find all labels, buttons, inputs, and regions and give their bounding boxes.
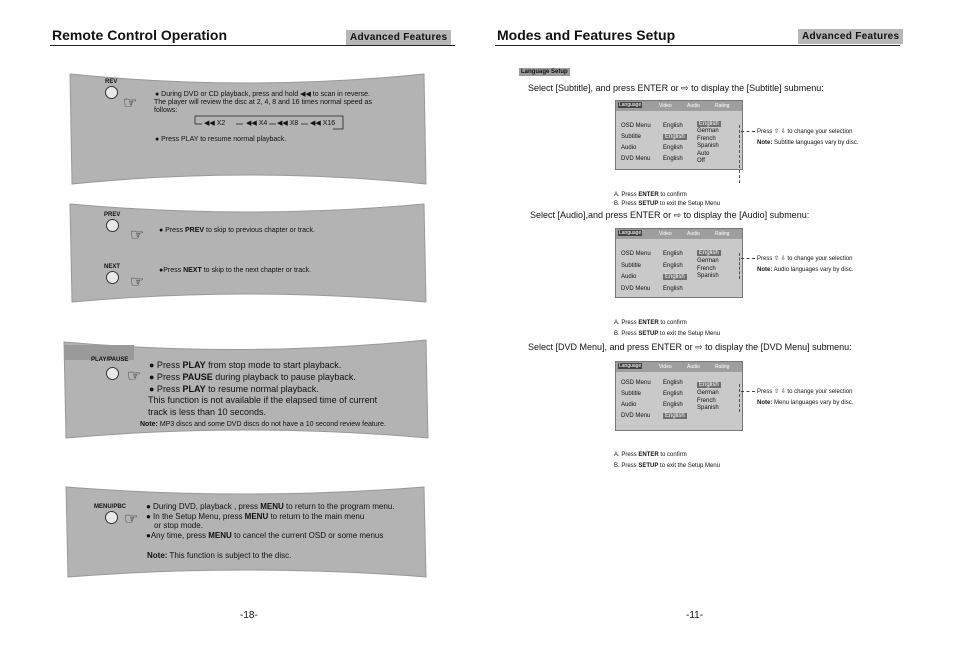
speed-x16: ◀◀ X16 xyxy=(310,120,336,127)
menu-item-dvd-menu: DVD Menu xyxy=(621,286,651,292)
option-english: English xyxy=(699,121,719,127)
play-line-3: ● Press PLAY to resume normal playback. xyxy=(149,384,319,394)
speed-x8: ◀◀ X8 xyxy=(277,120,299,127)
right-arrow-icon: ⇨ xyxy=(673,210,682,220)
down-arrow-icon: ⇩ xyxy=(780,256,786,262)
menu-item-osd: OSD Menu xyxy=(621,251,651,257)
menu-item-osd: OSD Menu xyxy=(621,380,651,386)
right-title-rule xyxy=(495,45,900,46)
menu-item-subtitle: Subtitle xyxy=(621,263,642,269)
menu-item-dvd-menu: DVD Menu xyxy=(621,413,651,419)
tab-audio: Audio xyxy=(687,103,700,109)
option-spanish: Spanish xyxy=(697,405,719,411)
option-english: English xyxy=(699,250,719,256)
leader-line xyxy=(741,131,755,132)
leader-line xyxy=(741,391,755,392)
value-osd: English xyxy=(663,251,683,257)
option-spanish: Spanish xyxy=(697,273,719,279)
menu-item-audio: Audio xyxy=(621,274,637,280)
pointing-hand-icon: ☞ xyxy=(123,95,138,112)
subtitle-press-hint: Press ⇧ ⇩ to change your selection xyxy=(757,129,853,135)
option-bracket xyxy=(734,253,740,279)
menu-item-dvd-menu: DVD Menu xyxy=(621,156,651,162)
option-bracket xyxy=(734,125,740,183)
value-dvd-menu: English xyxy=(665,413,685,419)
tab-audio: Audio xyxy=(687,364,700,370)
tab-rating: Rating xyxy=(715,103,730,109)
down-arrow-icon: ⇩ xyxy=(780,129,786,135)
value-osd: English xyxy=(663,380,683,386)
value-osd: English xyxy=(663,123,683,129)
tab-video: Video xyxy=(659,364,672,370)
subtitle-note: Note: Subtitle languages vary by disc. xyxy=(757,140,859,146)
pointing-hand-icon: ☞ xyxy=(130,274,145,291)
value-subtitle: English xyxy=(665,134,685,140)
value-dvd-menu: English xyxy=(663,156,683,162)
right-page-title: Modes and Features Setup xyxy=(497,27,676,43)
language-setup-label: Language Setup xyxy=(521,69,568,75)
menu-item-audio: Audio xyxy=(621,145,637,151)
tab-language: Language xyxy=(619,102,642,108)
prev-next-banner xyxy=(66,200,431,308)
play-line-5: track is less than 10 seconds. xyxy=(148,407,267,417)
menu-line-1: ● During DVD, playback , press MENU to return to the program menu. xyxy=(146,502,395,511)
right-arrow-icon: ⇨ xyxy=(695,342,703,352)
right-section-badge: Advanced Features xyxy=(798,29,903,44)
right-arrow-icon: ⇨ xyxy=(681,83,689,93)
option-french: French xyxy=(697,398,716,404)
play-line-4: This function is not available if the elapsed time of current xyxy=(148,395,378,405)
tab-rating: Rating xyxy=(715,231,730,237)
rev-line-4: ● Press PLAY to resume normal playback. xyxy=(155,136,287,143)
dvd-menu-step-a: A. Press ENTER to confirm xyxy=(614,452,687,458)
option-german: German xyxy=(697,128,719,134)
pause-line-2: ● Press PAUSE during playback to pause playback. xyxy=(149,372,356,382)
pointing-hand-icon: ☞ xyxy=(127,368,142,385)
subtitle-step-a: A. Press ENTER to confirm xyxy=(614,192,687,198)
option-auto: Auto xyxy=(697,151,710,157)
audio-instruction: Select [Audio],and press ENTER or ⇨ to display the [Audio] submenu: xyxy=(530,210,810,220)
osd-tab-bar xyxy=(616,229,742,239)
menu-line-2: ● In the Setup Menu, press MENU to return to the main menu xyxy=(146,512,365,521)
play-pause-button-label: PLAY/PAUSE xyxy=(91,357,129,363)
audio-press-hint: Press ⇧ ⇩ to change your selection xyxy=(757,256,853,262)
osd-tab-bar xyxy=(616,101,742,111)
leader-line xyxy=(741,258,755,259)
subtitle-step-b: B. Press SETUP to exit the Setup Menu xyxy=(614,201,721,207)
dvd-menu-press-hint: Press ⇧ ⇩ to change your selection xyxy=(757,389,853,395)
value-dvd-menu: English xyxy=(663,286,683,292)
option-spanish: Spanish xyxy=(697,143,719,149)
option-german: German xyxy=(697,390,719,396)
prev-instruction: ● Press PREV to skip to previous chapter or track. xyxy=(159,227,315,234)
speed-x2: ◀◀ X2 xyxy=(204,120,226,127)
up-arrow-icon: ⇧ xyxy=(774,129,780,135)
option-german: German xyxy=(697,258,719,264)
option-english: English xyxy=(699,382,719,388)
play-pause-note: Note: MP3 discs and some DVD discs do not have a 10 second review feature. xyxy=(140,421,386,428)
rev-banner xyxy=(66,70,431,190)
left-section-badge: Advanced Features xyxy=(346,30,451,45)
subtitle-instruction: Select [Subtitle], and press ENTER or ⇨ to display the [Subtitle] submenu: xyxy=(528,83,824,93)
rev-line-1: ● During DVD or CD playback, press and hold ◀◀ to scan in reverse. xyxy=(155,91,370,98)
banner-background xyxy=(66,200,431,308)
value-audio: English xyxy=(663,145,683,151)
value-audio: English xyxy=(665,274,685,280)
rev-line-2: The player will review the disc at 2, 4, 8 and 16 times normal speed as xyxy=(154,99,372,106)
audio-osd-screen xyxy=(615,228,743,298)
menu-pbc-note: Note: This function is subject to the disc. xyxy=(147,551,292,560)
menu-pbc-banner xyxy=(62,483,430,583)
dvd-menu-note: Note: Menu languages vary by disc. xyxy=(757,400,854,406)
dvd-menu-instruction: Select [DVD Menu], and press ENTER or ⇨ to display the [DVD Menu] submenu: xyxy=(528,342,852,352)
tab-audio: Audio xyxy=(687,231,700,237)
rev-line-3: follows: xyxy=(154,107,178,114)
osd-tab-bar xyxy=(616,362,742,372)
option-off: Off xyxy=(697,158,705,164)
next-instruction: ●Press NEXT to skip to the next chapter or track. xyxy=(159,267,312,274)
option-french: French xyxy=(697,266,716,272)
play-pause-button-icon[interactable] xyxy=(106,367,119,380)
value-subtitle: English xyxy=(663,263,683,269)
tab-language: Language xyxy=(619,363,642,369)
value-subtitle: English xyxy=(663,391,683,397)
subtitle-osd-screen xyxy=(615,100,743,170)
rev-button-label: REV xyxy=(105,79,118,85)
tab-language: Language xyxy=(619,230,642,236)
tab-video: Video xyxy=(659,231,672,237)
next-button-icon[interactable] xyxy=(106,271,119,284)
play-pause-banner xyxy=(60,336,432,444)
menu-item-subtitle: Subtitle xyxy=(621,391,642,397)
menu-pbc-button-icon[interactable] xyxy=(105,511,118,524)
menu-item-osd: OSD Menu xyxy=(621,123,651,129)
audio-note: Note: Audio languages vary by disc. xyxy=(757,267,854,273)
rev-button-icon[interactable] xyxy=(105,86,118,99)
option-french: French xyxy=(697,136,716,142)
right-page-number: -11- xyxy=(686,610,704,621)
prev-button-label: PREV xyxy=(104,212,121,218)
dvd-menu-osd-screen xyxy=(615,361,743,431)
left-page-number: -18- xyxy=(240,610,258,621)
play-line-1: ● Press PLAY from stop mode to start playback. xyxy=(149,360,342,370)
speed-x4: ◀◀ X4 xyxy=(246,120,268,127)
down-arrow-icon: ⇩ xyxy=(780,389,786,395)
up-arrow-icon: ⇧ xyxy=(774,389,780,395)
menu-line-4: ●Any time, press MENU to cancel the current OSD or some menus xyxy=(146,531,384,540)
next-button-label: NEXT xyxy=(104,264,121,270)
left-title-rule xyxy=(50,45,455,46)
audio-step-a: A. Press ENTER to confirm xyxy=(614,320,687,326)
menu-item-audio: Audio xyxy=(621,402,637,408)
up-arrow-icon: ⇧ xyxy=(774,256,780,262)
prev-button-icon[interactable] xyxy=(106,219,119,232)
dvd-menu-step-b: B. Press SETUP to exit the Setup Menu xyxy=(614,463,721,469)
tab-video: Video xyxy=(659,103,672,109)
left-page-title: Remote Control Operation xyxy=(52,27,228,43)
audio-step-b: B. Press SETUP to exit the Setup Menu xyxy=(614,331,721,337)
menu-pbc-button-label: MENU/PBC xyxy=(94,504,127,510)
menu-item-subtitle: Subtitle xyxy=(621,134,642,140)
menu-line-3: or stop mode. xyxy=(154,521,203,530)
pointing-hand-icon: ☞ xyxy=(124,511,139,528)
option-bracket xyxy=(734,384,740,412)
pointing-hand-icon: ☞ xyxy=(130,227,145,244)
value-audio: English xyxy=(663,402,683,408)
tab-rating: Rating xyxy=(715,364,730,370)
